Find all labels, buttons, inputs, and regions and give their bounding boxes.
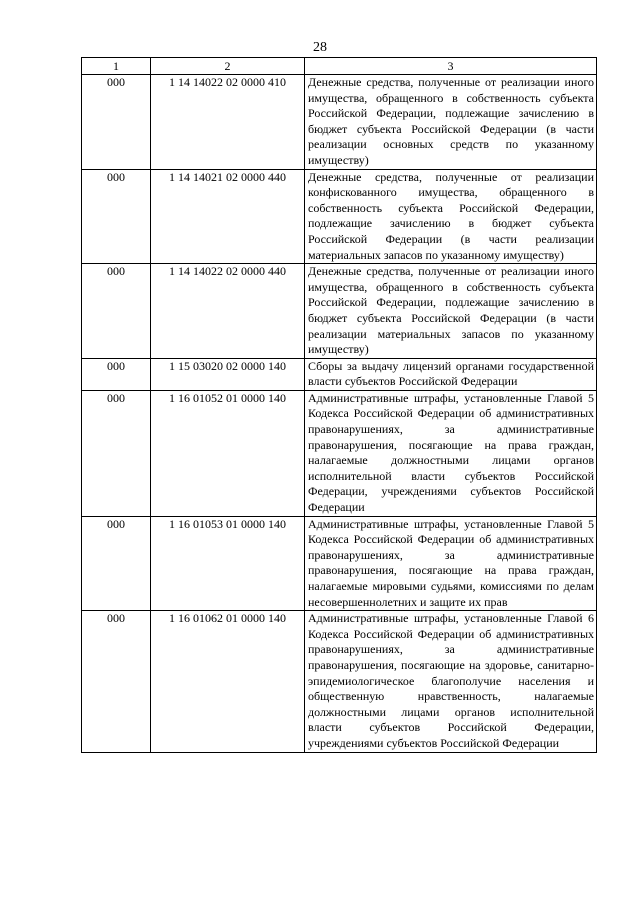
kbk-code-cell: 1 14 14022 02 0000 440: [151, 264, 305, 359]
admin-code-cell: 000: [82, 358, 151, 390]
admin-code-cell: 000: [82, 169, 151, 264]
kbk-code-cell: 1 16 01052 01 0000 140: [151, 390, 305, 516]
description-cell: Сборы за выдачу лицензий органами государственной власти субъектов Российской Федерации: [305, 358, 597, 390]
table-row: [82, 264, 597, 359]
table-row: [82, 75, 597, 170]
column-header-1: 1: [82, 58, 151, 75]
description-cell: Денежные средства, полученные от реализации иного имущества, обращенного в собственность субъекта Российской Федерации, подлежащие зачислению в бюджет субъекта Российской Федерации (в части реализации основных средств по указанному имуществу): [305, 75, 597, 170]
admin-code-cell: 000: [82, 516, 151, 611]
column-header-2: 2: [151, 58, 305, 75]
page-number: 28: [313, 40, 327, 55]
description-cell: Административные штрафы, установленные Главой 5 Кодекса Российской Федерации об административных правонарушениях, за административные правонарушения, посягающие на права граждан, налагаемые должностными лицами органов исполнительной власти субъектов Российской Федерации, учреждениями субъектов Российской Федерации: [305, 390, 597, 516]
revenue-codes-table: [81, 57, 597, 753]
admin-code-cell: 000: [82, 75, 151, 170]
kbk-code-cell: 1 14 14022 02 0000 410: [151, 75, 305, 170]
description-cell: Административные штрафы, установленные Главой 6 Кодекса Российской Федерации об административных правонарушениях, за административные правонарушения, посягающие на здоровье, санитарно-эпидемиологическое благополучие населения и общественную нравственность, налагаемые должностными лицами органов исполнительной власти субъектов Российской Федерации, учреждениями субъектов Российской Федерации: [305, 611, 597, 752]
table-row: [82, 358, 597, 390]
kbk-code-cell: 1 14 14021 02 0000 440: [151, 169, 305, 264]
kbk-code-cell: 1 16 01062 01 0000 140: [151, 611, 305, 752]
table-row: [82, 611, 597, 752]
table-row: [82, 516, 597, 611]
table-header-row: [82, 58, 597, 75]
table-row: [82, 390, 597, 516]
description-cell: Денежные средства, полученные от реализации иного имущества, обращенного в собственность субъекта Российской Федерации, подлежащие зачислению в бюджет субъекта Российской Федерации (в части реализации материальных запасов по указанному имуществу): [305, 264, 597, 359]
admin-code-cell: 000: [82, 390, 151, 516]
kbk-code-cell: 1 16 01053 01 0000 140: [151, 516, 305, 611]
description-cell: Административные штрафы, установленные Главой 5 Кодекса Российской Федерации об административных правонарушениях, за административные правонарушения, посягающие на права граждан, налагаемые мировыми судьями, комиссиями по делам несовершеннолетних и защите их прав: [305, 516, 597, 611]
description-cell: Денежные средства, полученные от реализации конфискованного имущества, обращенного в собственность субъекта Российской Федерации, подлежащие зачислению в бюджет субъекта Российской Федерации (в части реализации материальных запасов по указанному имуществу): [305, 169, 597, 264]
column-header-3: 3: [305, 58, 597, 75]
kbk-code-cell: 1 15 03020 02 0000 140: [151, 358, 305, 390]
table-row: [82, 169, 597, 264]
admin-code-cell: 000: [82, 264, 151, 359]
admin-code-cell: 000: [82, 611, 151, 752]
